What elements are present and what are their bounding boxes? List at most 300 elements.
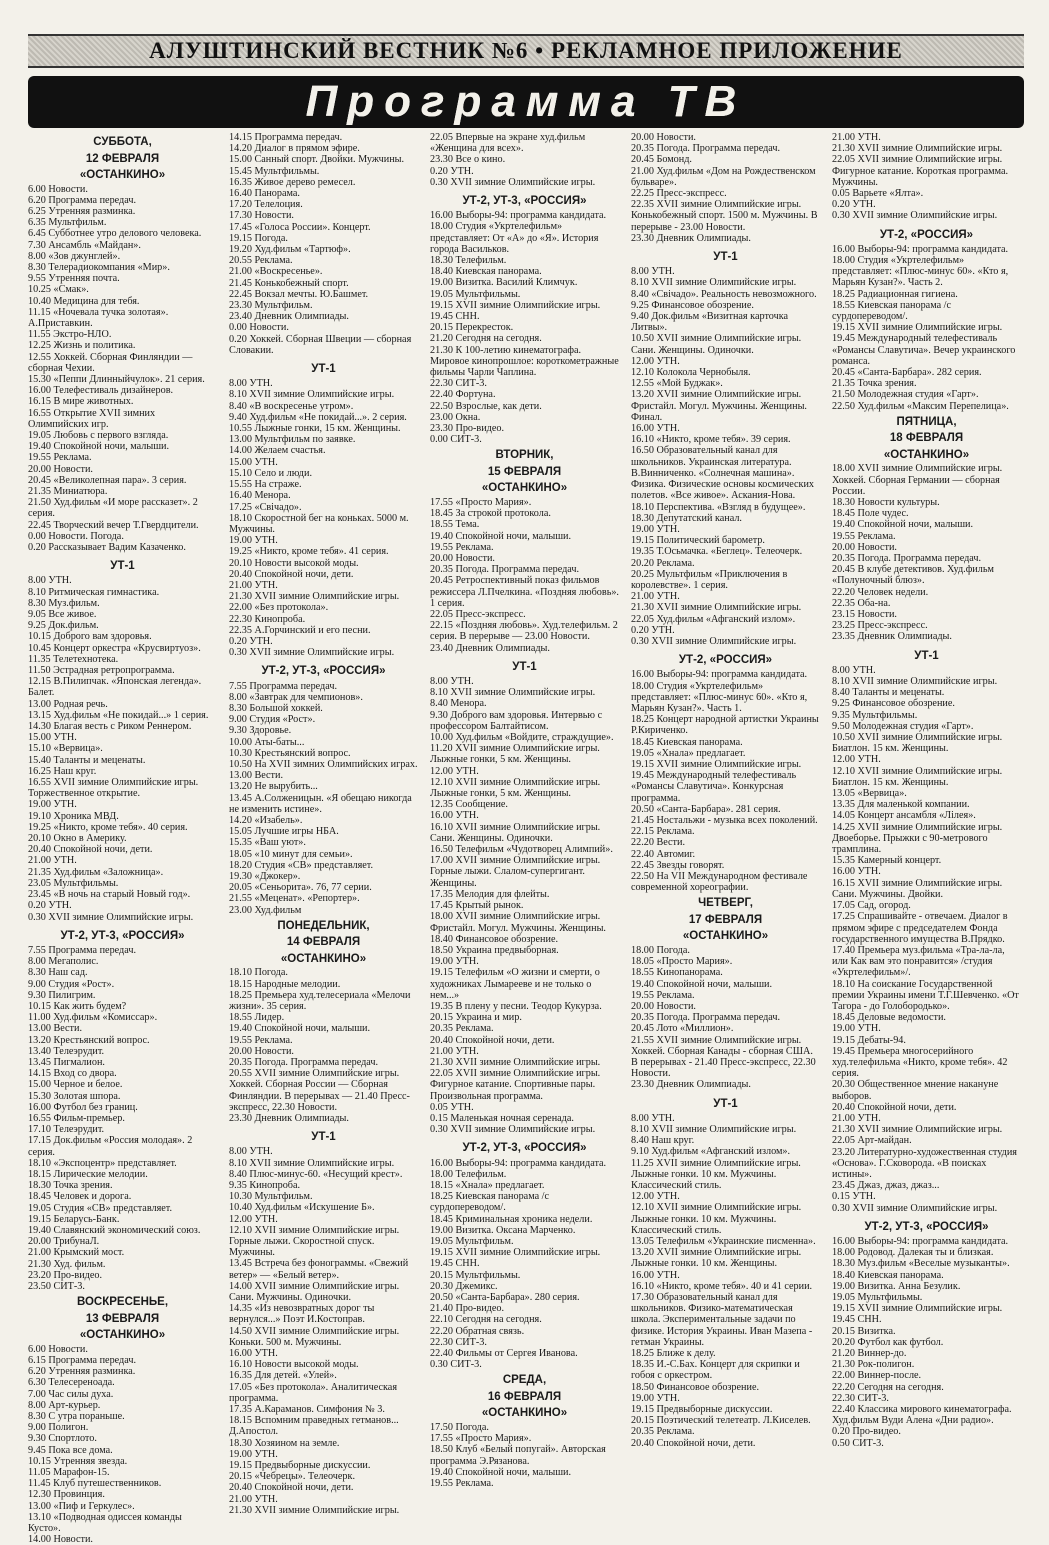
program-item: 22.20 Обратная связь. (430, 1325, 525, 1337)
day-heading: «ОСТАНКИНО» (883, 448, 970, 461)
program-item: 20.30 Общественное мнение накануне выборов. (832, 1079, 999, 1102)
program-item: 19.15 XVII зимние Олимпийские игры. (832, 322, 1003, 334)
program-item: 22.40 Фортуна. (430, 389, 496, 401)
day-heading: ПОНЕДЕЛЬНИК, (277, 919, 370, 932)
day-heading: «ОСТАНКИНО» (79, 1329, 166, 1342)
program-item: 23.00 Худ.фильм (229, 904, 302, 916)
program-item: 19.00 УТН. (631, 1392, 680, 1404)
program-item: 11.50 Эстрадная ретропрограмма. (28, 665, 175, 677)
program-item: 20.15 Поэтический телетеатр. Л.Киселев. (631, 1415, 811, 1427)
program-item: 0.00 СИТ-3. (430, 434, 482, 446)
program-item: 0.20 УТН. (832, 199, 876, 211)
program-item: 17.40 Премьера муз.фильма «Тра-ла-ла, или Как вам это понравится» /студия «Укртелефильм»/. (832, 944, 1005, 979)
program-item: 10.30 Мультфильм. (229, 1191, 313, 1203)
program-item: 10.00 Худ.фильм «Войдите, страждущие». (430, 732, 614, 744)
program-item: 16.00 Выборы-94: программа кандидата. (631, 669, 808, 681)
program-item: 21.50 Худ.фильм «И море рассказет». 2 серия. (28, 497, 198, 520)
program-item: 18.30 Точка зрения. (28, 1180, 113, 1192)
program-item: 21.30 XVII зимние Олимпийские игры. (832, 1124, 1003, 1136)
program-item: 11.05 Марафон-15. (28, 1466, 110, 1478)
program-item: 19.25 «Никто, кроме тебя». 40 серия. (28, 821, 188, 833)
program-item: 20.15 Перекресток. (430, 322, 514, 334)
program-item: 19.15 Телефильм «О жизни и смерти, о художниках Лымарееве и не только о нем...» (430, 967, 600, 1001)
program-item: 11.20 XVII зимние Олимпийские игры. Лыжные гонки, 5 км. Женщины. (430, 743, 600, 766)
day-heading: ВОСКРЕСЕНЬЕ, (76, 1296, 169, 1309)
program-item: 20.35 Погода. Программа передач. (229, 1056, 379, 1068)
program-item: 0.05 УТН. (430, 1101, 474, 1113)
program-item: 19.15 Политический барометр. (631, 535, 765, 547)
program-item: 8.30 Наш сад. (28, 967, 88, 979)
program-item: 21.35 Миниатюра. (28, 485, 108, 497)
program-item: 16.40 Панорама. (229, 188, 300, 200)
program-item: 13.00 «Пиф и Геркулес». (28, 1500, 135, 1512)
program-item: 21.30 XVII зимние Олимпийские игры. (631, 602, 802, 614)
schedule-column-1 (28, 132, 217, 1545)
program-item: 12.00 УТН. (832, 754, 881, 766)
program-item: 20.45 В клубе детективов. Худ.фильм «Полуночный блюз». (832, 564, 994, 587)
program-item: 21.00 УТН. (28, 855, 77, 867)
program-item: 13.10 «Подводная одиссея команды Кусто». (28, 1511, 182, 1534)
program-item: 19.00 УТН. (229, 1448, 278, 1460)
program-item: 21.00 УТН. (832, 132, 881, 143)
program-item: 20.00 Новости. (28, 463, 93, 475)
program-item: 19.00 Визитка. Василий Климчук. (430, 277, 578, 289)
schedule-column-4 (631, 132, 820, 1472)
program-item: 20.00 Новости. (631, 1000, 696, 1012)
program-item: 18.10 «Экспоцентр» представляет. (28, 1157, 177, 1169)
program-item: 20.00 Новости. (832, 541, 897, 553)
program-item: 23.20 Литературно-художественная студия «Основа». Г.Сковорода. «В поисках истины». (832, 1146, 1017, 1180)
program-item: 23.45 «В ночь на старый Новый год». (28, 889, 191, 901)
program-item: 15.10 «Вервица». (28, 743, 103, 755)
program-item: 22.35 А.Горчинский и его песни. (229, 624, 371, 636)
program-item: 22.35 Оба-на. (832, 597, 891, 609)
program-item: 9.30 Здоровье. (229, 725, 292, 737)
program-item: 18.25 Концерт народной артистки Украины Р.Кириченко. (631, 714, 819, 737)
program-item: 6.20 Программа передач. (28, 194, 137, 206)
program-item: 9.30 Доброго вам здоровья. Интервью с профессором Балтайтисом. (430, 709, 603, 732)
program-item: 12.10 XVII зимние Олимпийские игры. Горные лыжи. Скоростной спуск. Мужчины. (229, 1224, 400, 1259)
program-item: 19.55 Реклама. (430, 1477, 494, 1489)
program-item: 0.00 Новости. Погода. (28, 530, 124, 542)
program-item: 8.40 Менора. (430, 698, 487, 710)
program-item: 19.05 Студия «СВ» представляет. (28, 1202, 173, 1214)
program-item: 18.45 Криминальная хроника недели. (430, 1213, 593, 1225)
program-item: 18.00 Телефильм. (430, 1168, 507, 1180)
program-item: 20.25 Мультфильм «Приключения в королевстве». 1 серия. (631, 568, 788, 591)
program-item: 19.15 XVII зимние Олимпийские игры. (631, 758, 802, 770)
program-item: 12.00 УТН. (229, 1213, 278, 1225)
program-item: 6.20 Утренняя разминка. (28, 1366, 136, 1378)
program-item: 8.00 УТН. (28, 575, 72, 587)
program-item: 21.20 Сегодня на сегодня. (430, 333, 542, 345)
program-item: 9.30 Спортлото. (28, 1433, 97, 1445)
program-item: 16.00 Выборы-94: программа кандидата. (832, 243, 1009, 255)
program-item: 15.35 Камерный концерт. (832, 855, 942, 867)
program-item: 21.00 УТН. (430, 1045, 479, 1057)
program-item: 21.45 Ностальжи - музыка всех поколений. (631, 814, 818, 826)
program-item: 22.35 XVII зимние Олимпийские игры. Конькобежный спорт. 1500 м. Мужчины. В перерыве - 23.00 Новости. (631, 199, 818, 233)
program-item: 8.10 XVII зимние Олимпийские игры. (631, 277, 797, 289)
program-item: 18.40 Киевская панорама. (430, 266, 542, 278)
program-item: 19.15 Погода. (229, 232, 288, 244)
program-item: 16.15 XVII зимние Олимпийские игры. Сани. Мужчины. Двойки. (832, 877, 1003, 900)
program-item: 11.00 Худ.фильм «Комиссар». (28, 1012, 158, 1024)
program-item: 13.20 XVII зимние Олимпийские игры. Фристайл. Могул. Мужчины. Женщины. Финал. (631, 389, 807, 423)
program-item: 21.40 Про-видео. (430, 1303, 505, 1315)
program-item: 22.25 Пресс-экспресс. (631, 188, 727, 200)
program-item: 19.40 Славянский экономический союз. (28, 1224, 201, 1236)
program-item: 17.35 Мелодия для флейты. (430, 888, 550, 900)
program-item: 19.45 Международный телефестиваль «Романсы Славутича». Конкурсная программа. (631, 770, 797, 804)
program-item: 19.30 «Джокер». (229, 871, 301, 882)
program-item: 19.05 «Хнала» предлагает. (631, 747, 746, 759)
tv-program-banner-title: Программа ТВ (305, 77, 747, 126)
program-item: 18.45 Человек и дорога. (28, 1191, 132, 1203)
program-item: 19.15 Беларусь-Банк. (28, 1213, 120, 1225)
program-item: 0.50 СИТ-3. (832, 1437, 884, 1449)
channel-heading: УТ-2, УТ-3, «РОССИЯ» (864, 1220, 989, 1233)
channel-heading: УТ-2, «РОССИЯ» (678, 654, 773, 667)
program-item: 17.35 А.Караманов. Симфония № 3. (229, 1404, 385, 1416)
program-item: 17.05 «Без протокола». Аналитическая программа. (229, 1381, 398, 1404)
program-item: 18.25 Ближе к делу. (631, 1348, 716, 1360)
program-item: 20.00 Новости. (631, 132, 696, 143)
program-item: 14.15 Программа передач. (229, 132, 343, 143)
program-item: 0.30 XVII зимние Олимпийские игры. (631, 635, 797, 647)
program-item: 22.05 XVII зимние Олимпийские игры. Фигурное катание. Короткая программа. Мужчины. (832, 154, 1009, 188)
program-item: 9.45 Пока все дома. (28, 1444, 113, 1456)
program-item: 19.20 Худ.фильм «Тартюф». (229, 244, 351, 256)
program-item: 17.50 Погода. (430, 1421, 489, 1433)
program-item: 0.15 УТН. (832, 1191, 876, 1203)
program-item: 14.00 XVII зимние Олимпийские игры. Сани. Мужчины. Одиночки. (229, 1280, 400, 1303)
program-item: 23.30 Мультфильм. (229, 300, 313, 312)
program-item: 19.55 Реклама. (832, 530, 896, 542)
program-item: 20.35 Реклама. (631, 1426, 695, 1438)
program-item: 18.55 Лидер. (229, 1012, 285, 1024)
program-item: 20.35 Погода. Программа передач. (832, 553, 982, 564)
program-item: 23.25 Пресс-экспресс. (832, 620, 928, 632)
program-item: 19.55 Реклама. (631, 989, 695, 1001)
program-item: 15.30 «Пеппи Длинныйчулок». 21 серия. (28, 373, 205, 385)
program-item: 20.55 Реклама. (229, 255, 293, 267)
program-item: 17.25 Спрашивайте - отвечаем. Диалог в прямом эфире с председателем Фонда государственного имущества В.Прядко. (832, 911, 1008, 945)
program-item: 21.50 Молодежная студия «Гарт». (832, 389, 979, 401)
day-heading: 15 ФЕВРАЛЯ (487, 465, 562, 478)
program-item: 19.40 Спокойной ночи, малыши. (229, 1023, 371, 1035)
program-item: 16.35 Для детей. «Улей». (229, 1370, 337, 1382)
program-item: 10.15 Утренняя звезда. (28, 1455, 128, 1467)
program-item: 8.10 XVII зимние Олимпийские игры. (430, 687, 596, 699)
day-heading: 12 ФЕВРАЛЯ (85, 152, 160, 165)
program-item: 8.40 Наш круг. (631, 1135, 695, 1147)
channel-heading: УТ-1 (713, 1097, 738, 1110)
program-item: 8.10 Ритмическая гимнастика. (28, 586, 160, 598)
program-item: 22.05 Арт-майдан. (832, 1135, 912, 1147)
program-item: 13.40 Телеэрудит. (28, 1045, 105, 1057)
program-item: 15.00 Санный спорт. Двойки. Мужчины. (229, 154, 405, 166)
program-item: 14.25 XVII зимние Олимпийские игры. Двоеборье. Прыжки с 90-метрового трамплина. (832, 821, 1003, 856)
program-item: 17.30 Образовательный канал для школьников. Физико-математическая школа. Экспериментальные задачи по физике. История Украины. Иван Мазепа - гетман Украины. (631, 1292, 813, 1348)
program-item: 18.30 Телефильм. (430, 255, 507, 267)
program-item: 18.00 XVII зимние Олимпийские игры. Фристайл. Могул. Мужчины. Женщины. (430, 911, 606, 934)
program-item: 13.00 Родная речь. (28, 698, 108, 710)
program-item: 16.00 УТН. (631, 1269, 680, 1281)
channel-heading: УТ-1 (311, 1131, 336, 1144)
program-item: 14.20 «Изабель». (229, 814, 303, 826)
program-item: 17.25 «Свічадо». (229, 501, 302, 513)
program-item: 19.45 СНН. (430, 1258, 480, 1270)
program-item: 0.15 Маленькая ночная серенада. (430, 1112, 574, 1124)
program-item: 10.50 XVII зимние Олимпийские игры. Сани. Женщины. Одиночки. (631, 333, 802, 356)
program-item: 18.55 Тема. (430, 519, 480, 531)
program-item: 18.20 Студия «СВ» представляет. (229, 859, 374, 871)
program-item: 0.30 XVII зимние Олимпийские игры. (832, 1202, 998, 1214)
program-item: 20.20 Реклама. (631, 557, 695, 569)
program-item: 18.00 Студия «Укртелефильм» представляет: «Плюс-минус 60». «Кто я, Марьян Кузан?». Часть 1. (631, 680, 808, 714)
program-item: 19.45 Международный телефестиваль «Романсы Славутича». Вечер украинского романса. (832, 333, 1016, 367)
program-item: 0.20 УТН. (28, 900, 72, 912)
program-item: 21.00 Худ.фильм «Дом на Рождественском бульваре». (631, 165, 816, 188)
program-item: 18.50 Украина предвыборная. (430, 944, 559, 956)
program-item: 13.35 Для маленькой компании. (832, 799, 970, 811)
program-item: 16.10 Новости высокой моды. (229, 1359, 359, 1371)
program-item: 23.30 Дневник Олимпиады. (631, 232, 751, 244)
program-item: 13.20 Крестьянский вопрос. (28, 1034, 150, 1046)
program-item: 6.00 Новости. (28, 1343, 88, 1355)
program-item: 15.55 На страже. (229, 479, 302, 491)
program-item: 7.55 Программа передач. (229, 680, 338, 692)
program-item: 23.30 Дневник Олимпиады. (631, 1079, 751, 1091)
program-item: 6.15 Программа передач. (28, 1354, 137, 1366)
program-item: 0.30 XVII зимние Олимпийские игры. (28, 911, 194, 923)
program-item: 18.15 Народные мелодии. (229, 978, 341, 990)
program-item: 16.10 «Никто, кроме тебя». 39 серия. (631, 434, 791, 446)
program-item: 18.45 Киевская панорама. (631, 736, 743, 748)
program-item: 21.00 УТН. (229, 579, 278, 591)
program-item: 8.30 Телерадиокомпания «Мир». (28, 261, 170, 273)
program-item: 23.50 СИТ-3. (28, 1281, 85, 1292)
program-item: 23.05 Мультфильмы. (28, 877, 119, 889)
program-item: 18.15 Вспомним праведных гетманов... Д.Апостол. (229, 1415, 399, 1438)
program-item: 22.50 Взрослые, как дети. (430, 400, 542, 412)
program-item: 20.55 XVII зимние Олимпийские игры. Хоккей. Сборная России — Сборная Финляндии. В перерывах — 21.40 Пресс-экспресс, 22.30 Новости. (229, 1068, 410, 1113)
program-item: 17.55 «Просто Мария». (430, 1433, 532, 1445)
program-item: 19.00 УТН. (28, 799, 77, 811)
program-item: 19.00 Визитка. Анна Безулик. (832, 1280, 961, 1292)
program-item: 18.30 Новости культуры. (832, 496, 940, 508)
day-heading: 18 ФЕВРАЛЯ (889, 432, 964, 445)
program-item: 15.05 Лучшие игры НБА. (229, 826, 339, 838)
program-item: 22.45 Творческий вечер Т.Гвердцители. (28, 519, 199, 531)
program-item: 8.10 XVII зимние Олимпийские игры. (229, 1157, 395, 1169)
program-item: 18.45 Деловые ведомости. (832, 1012, 946, 1024)
program-item: 9.00 Студия «Рост». (28, 978, 115, 990)
program-item: 19.25 «Никто, кроме тебя». 41 серия. (229, 546, 389, 558)
program-item: 21.30 XVII зимние Олимпийские игры. (430, 1056, 601, 1068)
program-item: 20.00 ТрибунаЛ. (28, 1236, 100, 1248)
program-item: 21.35 Точка зрения. (832, 378, 917, 390)
program-item: 10.25 «Смак». (28, 284, 89, 296)
day-heading: ЧЕТВЕРГ, (698, 897, 753, 910)
program-item: 20.40 Спокойной ночи, дети. (229, 568, 354, 580)
program-item: 6.35 Мультфильм. (28, 217, 107, 229)
program-item: 11.55 Экстро-НЛО. (28, 329, 112, 341)
day-heading: ПЯТНИЦА, (896, 415, 957, 428)
program-item: 9.35 Кинопроба. (229, 1179, 301, 1191)
channel-heading: УТ-2, УТ-3, «РОССИЯ» (462, 195, 587, 208)
program-item: 19.40 Спокойной ночи, малыши. (832, 519, 974, 531)
program-item: 20.40 Спокойной ночи, дети. (28, 844, 153, 856)
program-item: 0.05 Варьете «Ялта». (832, 188, 924, 200)
day-heading: СРЕДА, (502, 1374, 547, 1387)
program-item: 19.05 Мультфильмы. (430, 288, 521, 300)
program-item: 0.00 Новости. (229, 322, 289, 334)
program-item: 16.15 В мире животных. (28, 396, 134, 408)
program-item: 21.00 УТН. (832, 1112, 881, 1124)
program-item: 18.25 Киевская панорама /с сурдопереводом/. (430, 1191, 549, 1214)
program-item: 8.10 XVII зимние Олимпийские игры. (832, 676, 998, 688)
program-item: 21.35 Худ.фильм «Заложница». (28, 866, 164, 878)
program-item: 12.55 Хоккей. Сборная Финляндии — сборная Чехии. (28, 351, 193, 374)
program-item: 22.05 Впервые на экране худ.фильм «Женщина для всех». (430, 132, 586, 155)
program-item: 10.00 Аты-баты... (229, 736, 305, 748)
program-item: 22.20 Сегодня на сегодня. (832, 1381, 944, 1393)
program-item: 16.55 Фильм-премьер. (28, 1112, 125, 1124)
program-item: 0.20 Хоккей. Сборная Швеции — сборная Словакии. (229, 333, 412, 356)
program-item: 8.40 Таланты и меценаты. (832, 687, 945, 699)
program-item: 0.20 Рассказывает Вадим Казаченко. (28, 542, 186, 553)
program-item: 0.30 XVII зимние Олимпийские игры. (229, 647, 395, 659)
program-item: 10.15 Доброго вам здоровья. (28, 631, 152, 643)
program-item: 20.35 Погода. Программа передач. (631, 1012, 781, 1024)
program-item: 8.10 XVII зимние Олимпийские игры. (229, 389, 395, 401)
program-item: 18.15 Лирические мелодии. (28, 1168, 148, 1180)
program-item: 8.00 УТН. (430, 676, 474, 688)
channel-heading: УТ-2, УТ-3, «РОССИЯ» (60, 929, 185, 942)
program-item: 22.40 Фильмы от Сергея Иванова. (430, 1348, 578, 1360)
program-item: 22.00 «Без протокола». (229, 602, 329, 614)
program-item: 7.55 Программа передач. (28, 944, 137, 956)
program-item: 23.30 Все о кино. (430, 154, 506, 166)
program-item: 19.00 УТН. (229, 535, 278, 547)
program-item: 19.15 XVII зимние Олимпийские игры. (430, 299, 601, 311)
program-item: 18.00 Студия «Укртелефильм» представляет: «Плюс-минус 60». «Кто я, Марьян Кузан?». Часть 2. (832, 255, 1009, 289)
day-heading: «ОСТАНКИНО» (481, 1407, 568, 1420)
program-item: 19.15 Предвыборные дискуссии. (631, 1404, 773, 1416)
program-item: 16.50 Образовательный канал для школьников. Украинская литература. В.Винниченко. «Солнечная машина». Физика. Физические основы космических полетов. «Все живое». Аскания-Нова. (631, 445, 814, 502)
program-item: 23.35 Дневник Олимпиады. (832, 631, 952, 643)
program-item: 0.30 XVII зимние Олимпийские игры. (430, 176, 596, 188)
program-item: 0.30 СИТ-3. (430, 1359, 482, 1371)
tv-program-banner (28, 76, 1024, 128)
program-item: 22.05 Пресс-экспресс. (430, 609, 526, 621)
program-item: 12.15 В.Пилипчак. «Японская легенда». Балет. (28, 676, 202, 699)
program-item: 13.20 Не вырубить... (229, 781, 318, 793)
program-item: 19.00 УТН. (631, 523, 680, 535)
program-item: 13.45 Встреча без фонограммы. «Свежий ветер» — «Белый ветер». (229, 1258, 409, 1281)
program-item: 12.10 XVII зимние Олимпийские игры. Биатлон. 15 км. Женщины. (832, 765, 1003, 788)
program-item: 16.00 УТН. (229, 1348, 278, 1360)
program-item: 23.30 Про-видео. (430, 423, 505, 435)
program-item: 16.55 XVII зимние Олимпийские игры. Торжественное открытие. (28, 777, 199, 800)
schedule-columns (28, 132, 1024, 1545)
program-item: 9.05 Все живое. (28, 609, 97, 621)
program-item: 13.00 Мультфильм по заявке. (229, 434, 356, 446)
program-item: 22.30 Кинопроба. (229, 613, 306, 625)
program-item: 22.15 «Поздняя любовь». Худ.телефильм. 2 серия. В перерыве — 23.00 Новости. (430, 620, 618, 643)
program-item: 19.55 Реклама. (28, 452, 92, 464)
program-item: 23.15 Новости. (832, 609, 897, 621)
program-item: 19.05 Мультфильмы. (832, 1292, 923, 1303)
program-item: 21.45 Конькобежный спорт. (229, 277, 349, 289)
program-item: 18.00 Студия «Укртелефильм» представляет: От «А» до «Я». История города Васильков. (430, 221, 599, 255)
program-item: 23.20 Про-видео. (28, 1269, 103, 1281)
program-item: 20.45 «Великолепная пара». 3 серия. (28, 474, 187, 486)
program-item: 17.15 Док.фильм «Россия молодая». 2 серия. (28, 1135, 193, 1158)
program-item: 22.45 Вокзал мечты. Ю.Башмет. (229, 288, 369, 300)
program-item: 0.20 УТН. (631, 624, 675, 636)
channel-heading: УТ-1 (512, 660, 537, 673)
program-item: 9.50 Молодежная студия «Гарт». (832, 720, 974, 732)
program-item: 21.30 XVII зимние Олимпийские игры. (832, 143, 1003, 155)
program-item: 20.40 Спокойной ночи, дети. (430, 1034, 555, 1046)
program-item: 14.20 Диалог в прямом эфире. (229, 143, 360, 155)
program-item: 18.25 Радиационная гигиена. (832, 288, 958, 300)
program-item: 19.45 СНН. (430, 311, 480, 323)
program-item: 0.20 УТН. (430, 165, 474, 177)
program-item: 10.50 XVII зимние Олимпийские игры. Биатлон. 15 км. Женщины. (832, 732, 1003, 755)
program-item: 13.20 XVII зимние Олимпийские игры. Лыжные гонки. 10 км. Женщины. (631, 1247, 802, 1270)
channel-heading: УТ-1 (713, 251, 738, 264)
program-item: 21.30 XVII зимние Олимпийские игры. (229, 591, 400, 603)
program-item: 23.40 Дневник Олимпиады. (229, 311, 349, 323)
day-heading: «ОСТАНКИНО» (481, 482, 568, 495)
program-item: 0.30 XVII зимние Олимпийские игры. (430, 1124, 596, 1136)
program-item: 19.40 Спокойной ночи, малыши. (430, 1466, 572, 1478)
program-item: 8.00 УТН. (832, 664, 876, 676)
program-item: 21.30 XVII зимние Олимпийские игры. (229, 1504, 400, 1516)
program-item: 18.45 Поле чудес. (832, 508, 909, 520)
program-item: 6.45 Субботнее утро делового человека. (28, 228, 202, 240)
program-item: 18.00 Погода. (631, 944, 690, 956)
channel-heading: УТ-2, УТ-3, «РОССИЯ» (462, 1142, 587, 1155)
program-item: 19.35 В плену у песни. Теодор Кукурза. (430, 1000, 602, 1012)
program-item: 20.35 Погода. Программа передач. (430, 564, 580, 576)
program-item: 16.10 «Никто, кроме тебя». 40 и 41 серии. (631, 1280, 813, 1292)
program-item: 9.55 Утренняя почта. (28, 273, 120, 285)
program-item: 22.30 СИТ-3. (832, 1392, 889, 1404)
day-heading: 16 ФЕВРАЛЯ (487, 1390, 562, 1403)
day-heading: 14 ФЕВРАЛЯ (286, 936, 361, 949)
program-item: 17.00 XVII зимние Олимпийские игры. Горные лыжи. Слалом-супергигант. Женщины. (430, 855, 601, 889)
program-item: 19.45 Премьера многосерийного худ.телефильма «Никто, кроме тебя». 42 серия. (832, 1045, 1008, 1080)
program-item: 8.00 «Зов джунглей». (28, 250, 121, 262)
program-item: 22.05 Худ.фильм «Афганский излом». (631, 613, 796, 625)
newspaper-header-title: АЛУШТИНСКИЙ ВЕСТНИК №6 • РЕКЛАМНОЕ ПРИЛОЖЕНИЕ (149, 38, 903, 63)
program-item: 22.10 Сегодня на сегодня. (430, 1314, 542, 1326)
program-item: 18.10 Перспектива. «Взгляд в будущее». (631, 501, 806, 513)
program-item: 8.30 Большой хоккей. (229, 702, 323, 714)
program-item: 19.40 Спокойной ночи, малыши. (631, 978, 773, 990)
program-item: 8.30 Муз.фильм. (28, 597, 100, 609)
program-item: 19.40 Спокойной ночи, малыши. (430, 530, 572, 542)
program-item: 20.15 Мультфильмы. (430, 1269, 521, 1281)
program-item: 10.45 Концерт оркестра «Крусвиртуоз». (28, 642, 201, 654)
program-item: 20.45 Ретроспективный показ фильмов режиссера Л.Пчелкина. «Поздняя любовь». 1 серия. (430, 575, 619, 609)
channel-heading: УТ-1 (914, 649, 939, 662)
